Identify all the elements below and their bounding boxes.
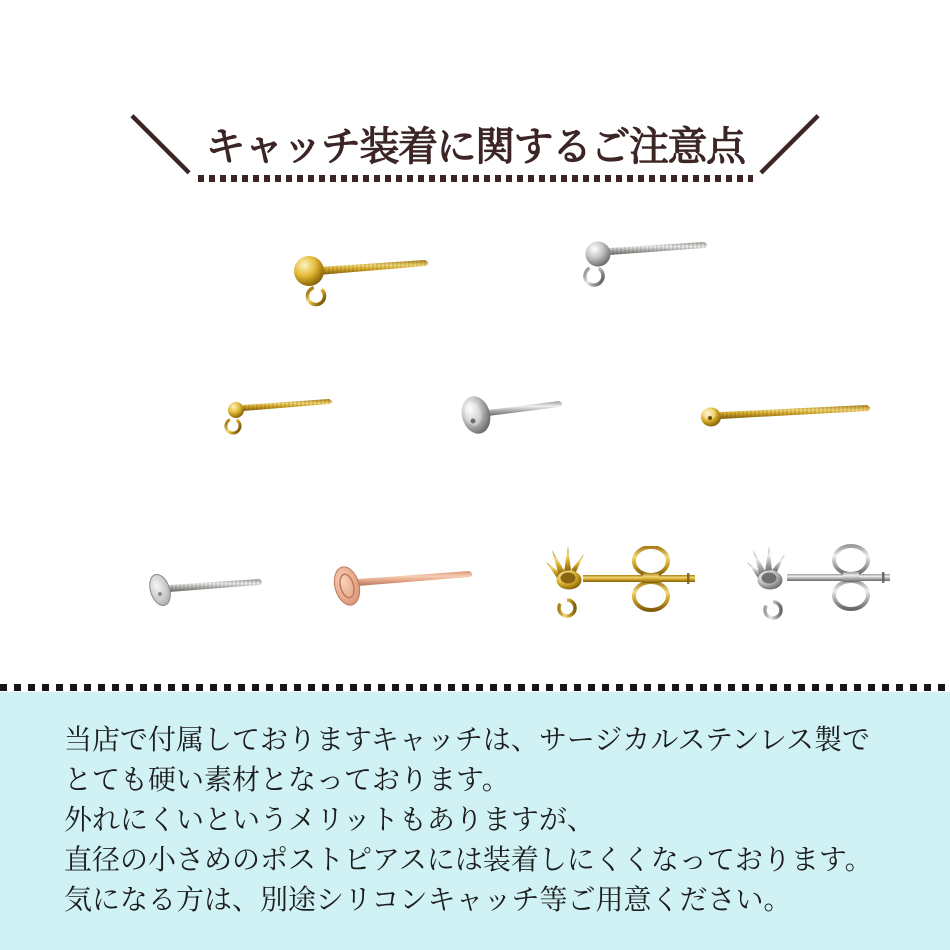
product-gold-ball-post-with-loop-image	[288, 246, 433, 310]
notice-line-1: 当店で付属しておりますキャッチは、サージカルステンレス製で	[64, 723, 870, 756]
notice-line-2: とても硬い素材となっております。	[64, 763, 510, 796]
product-silver-ball-post-with-loop-image	[580, 236, 710, 294]
product-rose-gold-flat-pad-post-image	[330, 560, 472, 610]
notice-line-4: 直径の小さめのポストピアスには装着しにくくなっております。	[64, 843, 873, 876]
product-gold-cup-post-image	[698, 398, 873, 432]
page-title-text: キャッチ装着に関するご注意点	[198, 123, 753, 182]
dotted-separator	[0, 684, 950, 691]
product-silver-prong-post-with-butterfly-catch-image	[743, 544, 898, 624]
product-silver-flat-pad-post-image	[143, 567, 265, 611]
title-slash-left-decor: ＼	[129, 110, 192, 183]
product-silver-cup-post-image	[455, 390, 565, 440]
product-gold-small-ball-post-with-loop-image	[220, 393, 335, 441]
product-gold-prong-post-with-butterfly-catch-image	[538, 546, 703, 624]
title-slash-right-decor: ／	[758, 110, 821, 183]
notice-panel	[0, 692, 950, 950]
notice-line-5: 気になる方は、別途シリコンキャッチ等ご用意ください。	[64, 883, 792, 916]
notice-line-3: 外れにくいというメリットもありますが、	[64, 803, 595, 836]
page-title	[0, 98, 950, 182]
